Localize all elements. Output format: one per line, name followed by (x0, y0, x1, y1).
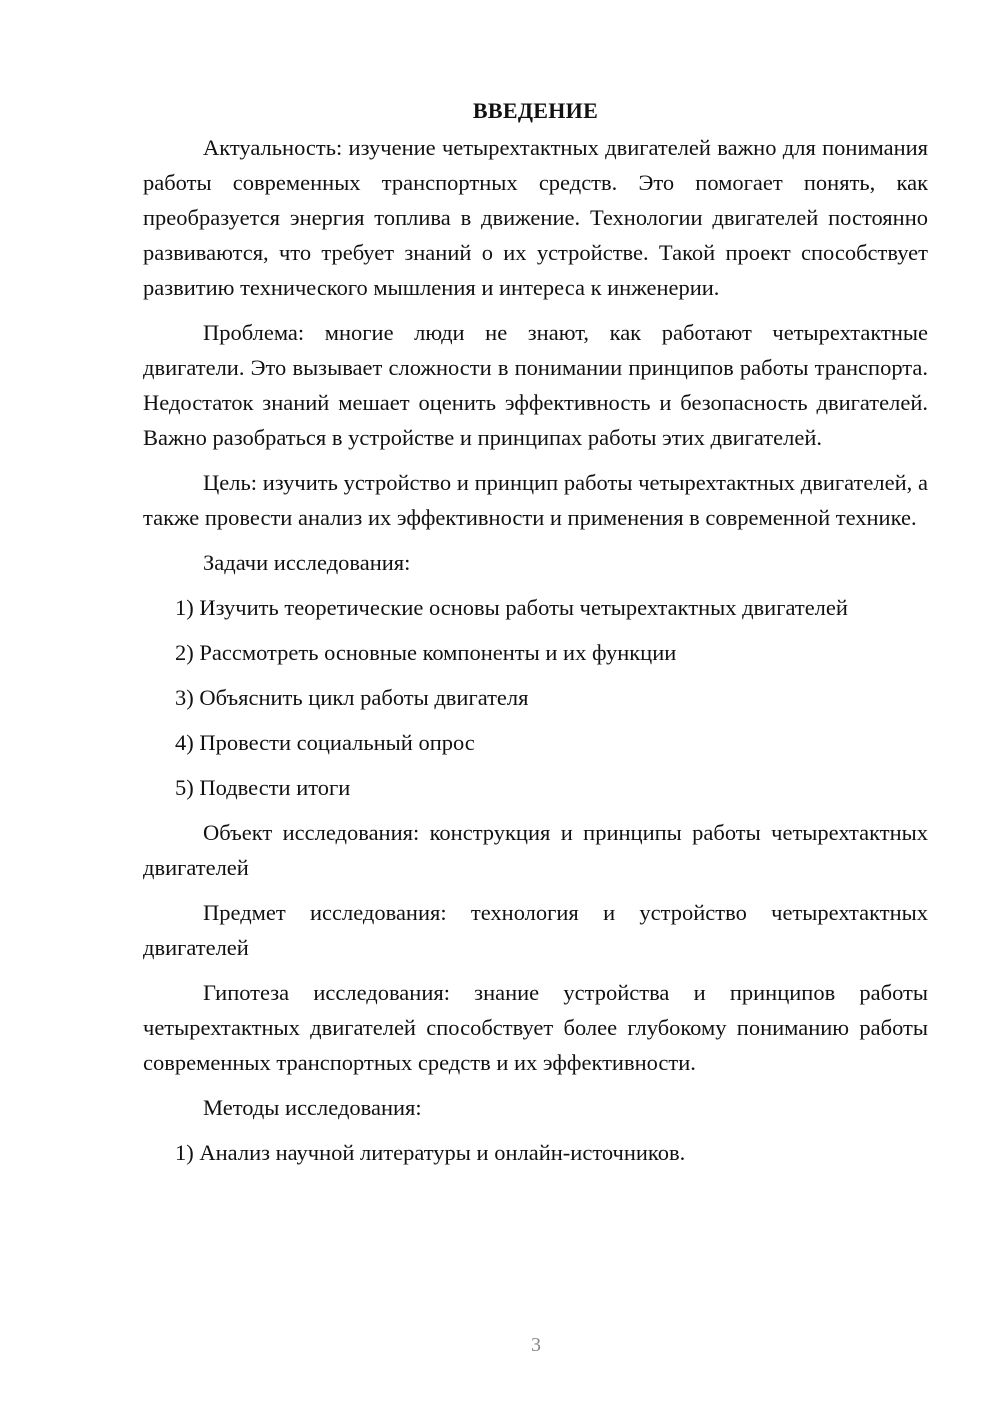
section-title: ВВЕДЕНИЕ (472, 98, 599, 123)
list-item: 4) Провести социальный опрос (175, 730, 475, 755)
list-item: 1) Изучить теоретические основы работы четырехтактных двигателей (175, 595, 848, 620)
list-item: 1) Анализ научной литературы и онлайн-источников. (175, 1140, 686, 1165)
subject-paragraph: Предмет исследования: технология и устройство четырехтактных двигателей (143, 900, 928, 960)
hypothesis-paragraph: Гипотеза исследования: знание устройства и принципов работы четырехтактных двигателей способствует более глубокому пониманию работы современных транспортных средств и их эффективности. (143, 980, 928, 1075)
tasks-heading: Задачи исследования: (203, 550, 411, 575)
goal-paragraph: Цель: изучить устройство и принцип работы четырехтактных двигателей, а также провести анализ их эффективности и применения в современной технике. (143, 470, 928, 530)
problem-paragraph: Проблема: многие люди не знают, как работают четырехтактные двигатели. Это вызывает сложности в понимании принципов работы транспорта. Недостаток знаний мешает оценить эффективность и безопасность двигателей. Важно разобраться в устройстве и принципах работы этих двигателей. (143, 320, 928, 450)
relevance-paragraph: Актуальность: изучение четырехтактных двигателей важно для понимания работы современных транспортных средств. Это помогает понять, как преобразуется энергия топлива в движение. Технологии двигателей постоянно развиваются, что требует знаний о их устройстве. Такой проект способствует развитию технического мышления и интереса к инженерии. (143, 135, 928, 300)
tasks-list (143, 590, 928, 805)
object-paragraph: Объект исследования: конструкция и принципы работы четырехтактных двигателей (143, 820, 928, 880)
page-content (143, 96, 928, 1180)
list-item: 2) Рассмотреть основные компоненты и их функции (175, 640, 677, 665)
methods-heading: Методы исследования: (203, 1095, 422, 1120)
methods-list (143, 1135, 928, 1170)
list-item: 3) Объяснить цикл работы двигателя (175, 685, 529, 710)
page-number: 3 (531, 1334, 541, 1356)
list-item: 5) Подвести итоги (175, 775, 351, 800)
